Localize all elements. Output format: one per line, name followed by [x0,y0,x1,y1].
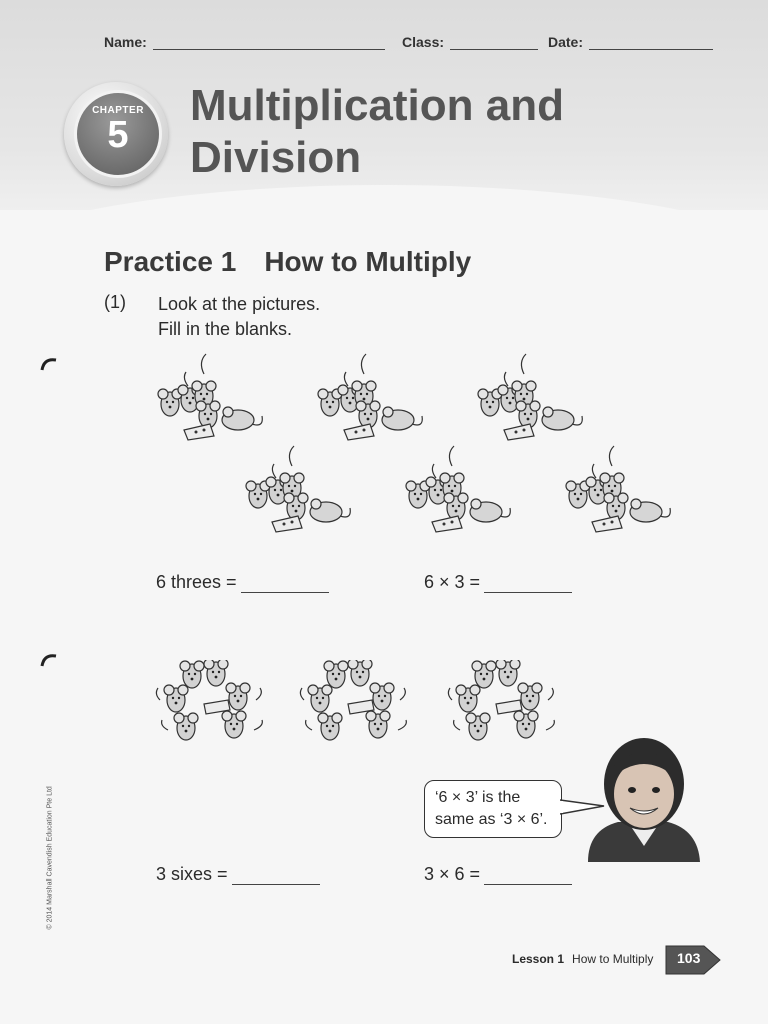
equation-three-sixes [156,864,320,885]
answer-blank[interactable] [232,870,320,885]
equation-text: 6 × 3 = [424,572,481,592]
mouse-group-icon [560,444,680,544]
page-number: 103 [677,950,701,966]
mouse-group-icon [400,444,520,544]
instruction-line-1: Look at the pictures. [158,294,321,314]
mouse-group-icon [240,444,360,544]
question-number: (1) [104,292,126,312]
equation-three-times-six [424,864,572,885]
mouse-circle-icon [152,660,276,752]
chapter-label: CHAPTER [92,105,144,116]
class-field[interactable] [402,34,538,50]
name-label: Name: [104,34,147,50]
equation-six-threes [156,572,329,593]
girl-photo [578,722,708,862]
equation-text: 3 × 6 = [424,864,481,884]
class-blank[interactable] [450,37,538,50]
punch-hole-icon [36,352,62,378]
speech-bubble-tail [560,796,608,820]
mouse-group-icon [312,352,432,452]
speech-line-1: ‘6 × 3’ is the [435,789,521,806]
mouse-group-icon [472,352,592,452]
practice-title: How to Multiply [264,246,472,277]
speech-line-2: same as ‘3 × 6’. [435,811,548,828]
answer-blank[interactable] [484,578,572,593]
instructions [158,292,320,342]
practice-label: Practice 1 [104,246,237,277]
name-field[interactable] [104,34,385,50]
lesson-title: How to Multiply [572,952,654,966]
answer-blank[interactable] [241,578,329,593]
date-label: Date: [548,34,584,50]
class-label: Class: [402,34,445,50]
chapter-badge-inner [74,90,162,178]
equation-six-times-three [424,572,572,593]
equation-text: 6 threes = [156,572,237,592]
mouse-circle-icon [296,660,420,752]
chapter-number: 5 [107,114,129,156]
name-blank[interactable] [153,37,385,50]
footer [512,952,653,966]
date-blank[interactable] [589,37,713,50]
lesson-label: Lesson 1 [512,952,565,966]
copyright-text: © 2014 Marshall Cavendish Education Pte Ltd [46,786,54,930]
speech-bubble [424,780,562,838]
practice-heading [104,246,471,278]
punch-hole-icon [36,648,62,674]
date-field[interactable] [548,34,713,50]
chapter-badge [64,82,168,186]
instruction-line-2: Fill in the blanks. [158,319,293,339]
mouse-group-icon [152,352,272,452]
chapter-title: Multiplication and Division [190,81,564,182]
equation-text: 3 sixes = [156,864,228,884]
answer-blank[interactable] [484,870,572,885]
mouse-circle-icon [444,660,568,752]
